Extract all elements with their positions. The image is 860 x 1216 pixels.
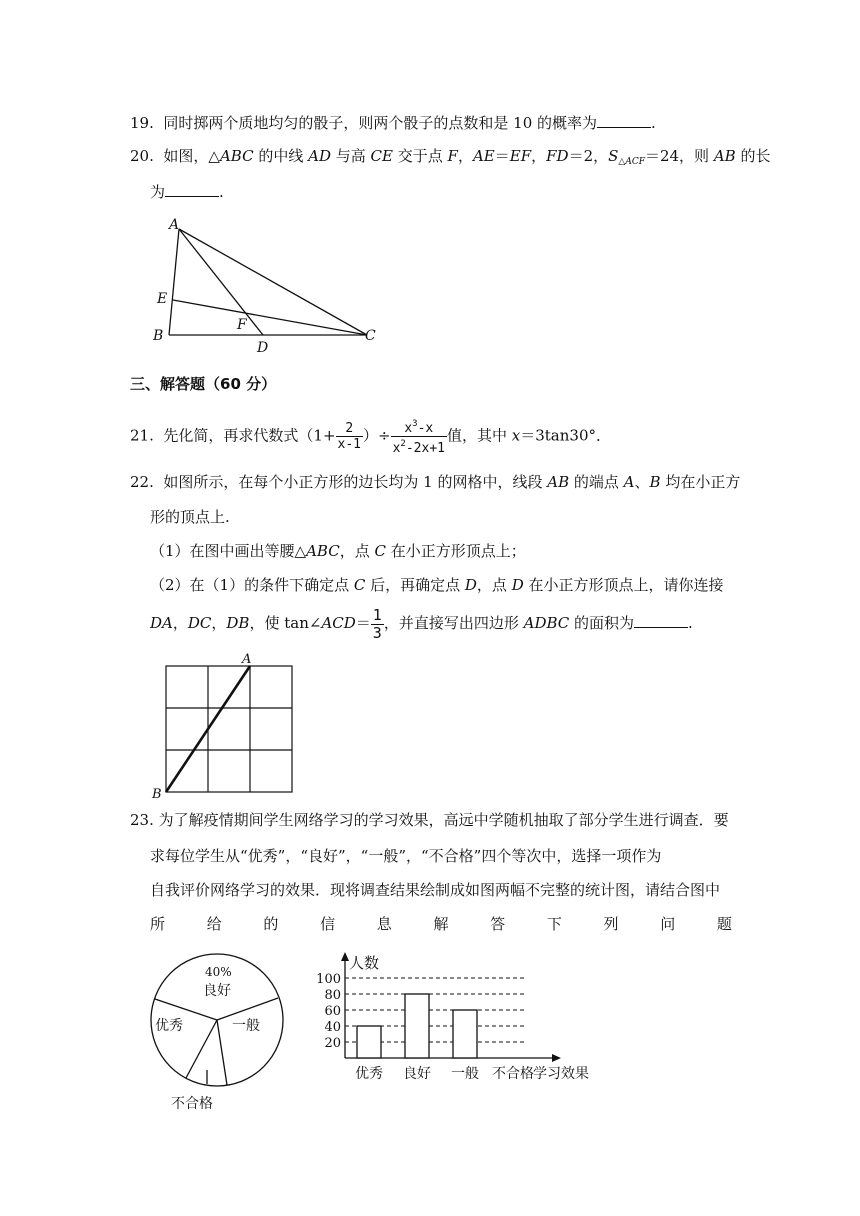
- q20-var: AD: [308, 147, 331, 165]
- q21-var: x: [511, 426, 521, 445]
- question-22-line5: [150, 605, 693, 642]
- q20-text: ，: [457, 147, 473, 165]
- q20-text: 与高: [330, 147, 371, 165]
- frac-exponent: 2: [400, 439, 406, 449]
- q23-char: 的: [263, 915, 279, 933]
- bar: [453, 1010, 477, 1058]
- q22-text: （1）在图中画出等腰△: [150, 542, 307, 560]
- label-f: F: [237, 317, 247, 333]
- q22-text: 均在小正方: [660, 473, 741, 491]
- q20-text: ＝2，: [568, 147, 609, 165]
- question-23-line4: [150, 914, 732, 934]
- section-heading: 三、解答题（60 分）: [130, 375, 277, 393]
- q22-text: ，: [211, 614, 227, 632]
- q22-var: ABC: [306, 542, 340, 560]
- frac-term: x: [392, 441, 401, 456]
- y-tick-label: 40: [324, 1020, 341, 1035]
- q22-var: A: [623, 473, 635, 491]
- pie-label-fail: 不合格: [171, 1096, 213, 1112]
- q20-var: CE: [370, 147, 393, 165]
- grid-label-a: A: [242, 652, 252, 667]
- q23-char: 给: [206, 915, 222, 933]
- q20-text: ＝24，则: [644, 147, 714, 165]
- q20-subscript: △ACF: [618, 157, 645, 167]
- frac-denominator: x-1: [337, 437, 362, 452]
- q21-number: 21.: [130, 426, 154, 445]
- fraction-2: [391, 417, 447, 456]
- q22-text: ，点: [339, 542, 375, 560]
- x-axis-arrow: [552, 1054, 561, 1062]
- q22-text: ，: [172, 614, 188, 632]
- q19-end: .: [651, 114, 656, 132]
- q22-text: 在小正方形顶点上；: [385, 542, 526, 560]
- fraction-1: [336, 421, 363, 452]
- y-axis-arrow: [341, 952, 349, 961]
- q22-var: DC: [187, 614, 212, 632]
- q22-var: ACD: [321, 614, 356, 632]
- bar-xlabel: 学习效果: [533, 1066, 589, 1082]
- q20-text: 为: [150, 183, 166, 201]
- q22-var: C: [353, 576, 366, 594]
- q20-var: AE: [472, 147, 495, 165]
- question-23-line2: 求每位学生从“优秀”，“良好”，“一般”，“不合格”四个等次中，选择一项作为: [150, 847, 662, 865]
- frac-numerator: [391, 417, 447, 437]
- frac-numerator: 2: [336, 421, 363, 437]
- y-tick-label: 20: [324, 1036, 341, 1051]
- x-tick-label: 优秀: [355, 1066, 383, 1082]
- q22-text: （2）在（1）的条件下确定点: [150, 576, 354, 594]
- question-23: [130, 810, 729, 830]
- x-tick-label: 良好: [403, 1066, 431, 1082]
- frac-term: x: [404, 421, 413, 436]
- q23-text: 为了解疫情期间学生网络学习的学习效果，高远中学随机抽取了部分学生进行调查．要: [158, 811, 729, 829]
- bar: [405, 994, 429, 1058]
- frac-denominator: [391, 437, 447, 456]
- frac-exponent: 3: [412, 419, 418, 429]
- frac-term: -x: [417, 421, 434, 436]
- x-tick-label: 一般: [451, 1066, 479, 1082]
- q22-var: C: [374, 542, 386, 560]
- q20-text: 的中线: [253, 147, 309, 165]
- q20-text: ，: [531, 147, 547, 165]
- pie-label-average: 一般: [232, 1018, 260, 1034]
- y-tick-label: 80: [324, 988, 341, 1003]
- q21-text: 值，其中: [446, 426, 512, 445]
- q22-var: ADBC: [523, 614, 570, 632]
- label-c: C: [365, 328, 376, 344]
- q22-var: B: [649, 473, 661, 491]
- question-23-line3: 自我评价网络学习的效果．现将调查结果绘制成如图两幅不完整的统计图，请结合图中: [150, 881, 721, 899]
- answer-blank: [165, 182, 219, 197]
- q21-text: 先化简，再求代数式（1+: [163, 426, 336, 445]
- q23-char: 列: [603, 915, 619, 933]
- q23-char: 息: [376, 915, 392, 933]
- q23-number: 23.: [130, 811, 154, 829]
- question-22-part2: [150, 575, 724, 595]
- y-tick-label: 100: [316, 972, 341, 987]
- q19-number: 19.: [130, 114, 154, 132]
- q22-var: DA: [150, 614, 173, 632]
- pie-chart: [145, 948, 295, 1118]
- q22-var: AB: [547, 473, 570, 491]
- q23-char: 下: [546, 915, 562, 933]
- grid-label-b: B: [152, 787, 162, 800]
- label-b: B: [153, 328, 164, 344]
- answer-blank: [634, 613, 688, 628]
- q21-text: ＝3tan30°．: [520, 426, 611, 445]
- question-19: [130, 113, 656, 133]
- q20-var: EF: [509, 147, 532, 165]
- q22-text: 、: [634, 473, 650, 491]
- q20-var: AB: [713, 147, 736, 165]
- q22-end: .: [688, 614, 693, 632]
- q22-text: 在小正方形顶点上，请你连接: [523, 576, 724, 594]
- q23-char: 答: [490, 915, 506, 933]
- question-21: [130, 417, 611, 456]
- triangle-figure: [145, 212, 385, 357]
- q22-text: ，并直接写出四边形: [383, 614, 524, 632]
- pie-percent-label: 40%: [205, 965, 232, 979]
- bar: [357, 1026, 381, 1058]
- q20-end: .: [219, 183, 224, 201]
- q22-number: 22.: [130, 473, 154, 491]
- pie-label-good: 良好: [203, 983, 231, 999]
- q22-var: D: [511, 576, 524, 594]
- q23-char: 题: [716, 915, 732, 933]
- q19-text: 同时掷两个质地均匀的骰子，则两个骰子的点数和是 10 的概率为: [163, 114, 598, 132]
- q21-text: ）÷: [363, 426, 391, 445]
- q20-var: F: [447, 147, 458, 165]
- q22-text: 的面积为: [569, 614, 635, 632]
- q20-number: 20.: [130, 147, 154, 165]
- label-a: A: [169, 217, 180, 233]
- answer-blank: [597, 113, 651, 128]
- q20-text: 的长: [735, 147, 771, 165]
- q20-var: ABC: [219, 147, 254, 165]
- q22-text: ，点: [476, 576, 512, 594]
- q22-text: 后，再确定点: [365, 576, 465, 594]
- grid-figure: [148, 652, 308, 800]
- bar-ylabel: 人数: [349, 954, 380, 972]
- q20-var: S: [608, 147, 619, 165]
- q23-char: 所: [150, 915, 166, 933]
- pie-label-excellent: 优秀: [155, 1018, 183, 1034]
- label-d: D: [257, 340, 269, 356]
- question-22-line2: 形的顶点上.: [150, 508, 230, 526]
- q20-text: 如图，△: [163, 147, 220, 165]
- q22-var: D: [464, 576, 477, 594]
- question-20: [130, 146, 770, 172]
- q20-text: 交于点: [392, 147, 448, 165]
- frac-term: -2x+1: [405, 441, 445, 456]
- q22-text: 的端点: [569, 473, 624, 491]
- x-tick-label: 不合格: [492, 1066, 534, 1082]
- question-22: [130, 472, 740, 492]
- q23-char: 解: [433, 915, 449, 933]
- y-tick-label: 60: [324, 1004, 341, 1019]
- fraction-tan: [371, 607, 384, 642]
- q22-text: 如图所示，在每个小正方形的边长均为 1 的网格中，线段: [163, 473, 548, 491]
- question-20-line2: [150, 182, 224, 202]
- label-e: E: [157, 291, 168, 307]
- q22-text: ，使 tan∠: [249, 614, 322, 632]
- frac-denominator: 3: [372, 623, 382, 642]
- q23-char: 问: [660, 915, 676, 933]
- q20-text: ＝: [494, 147, 510, 165]
- q22-var: DB: [226, 614, 250, 632]
- frac-numerator: 1: [372, 605, 382, 624]
- question-22-part1: [150, 541, 526, 561]
- bar-chart: [305, 948, 605, 1088]
- q23-char: 信: [320, 915, 336, 933]
- q22-text: ＝: [355, 614, 371, 632]
- q20-var: FD: [546, 147, 569, 165]
